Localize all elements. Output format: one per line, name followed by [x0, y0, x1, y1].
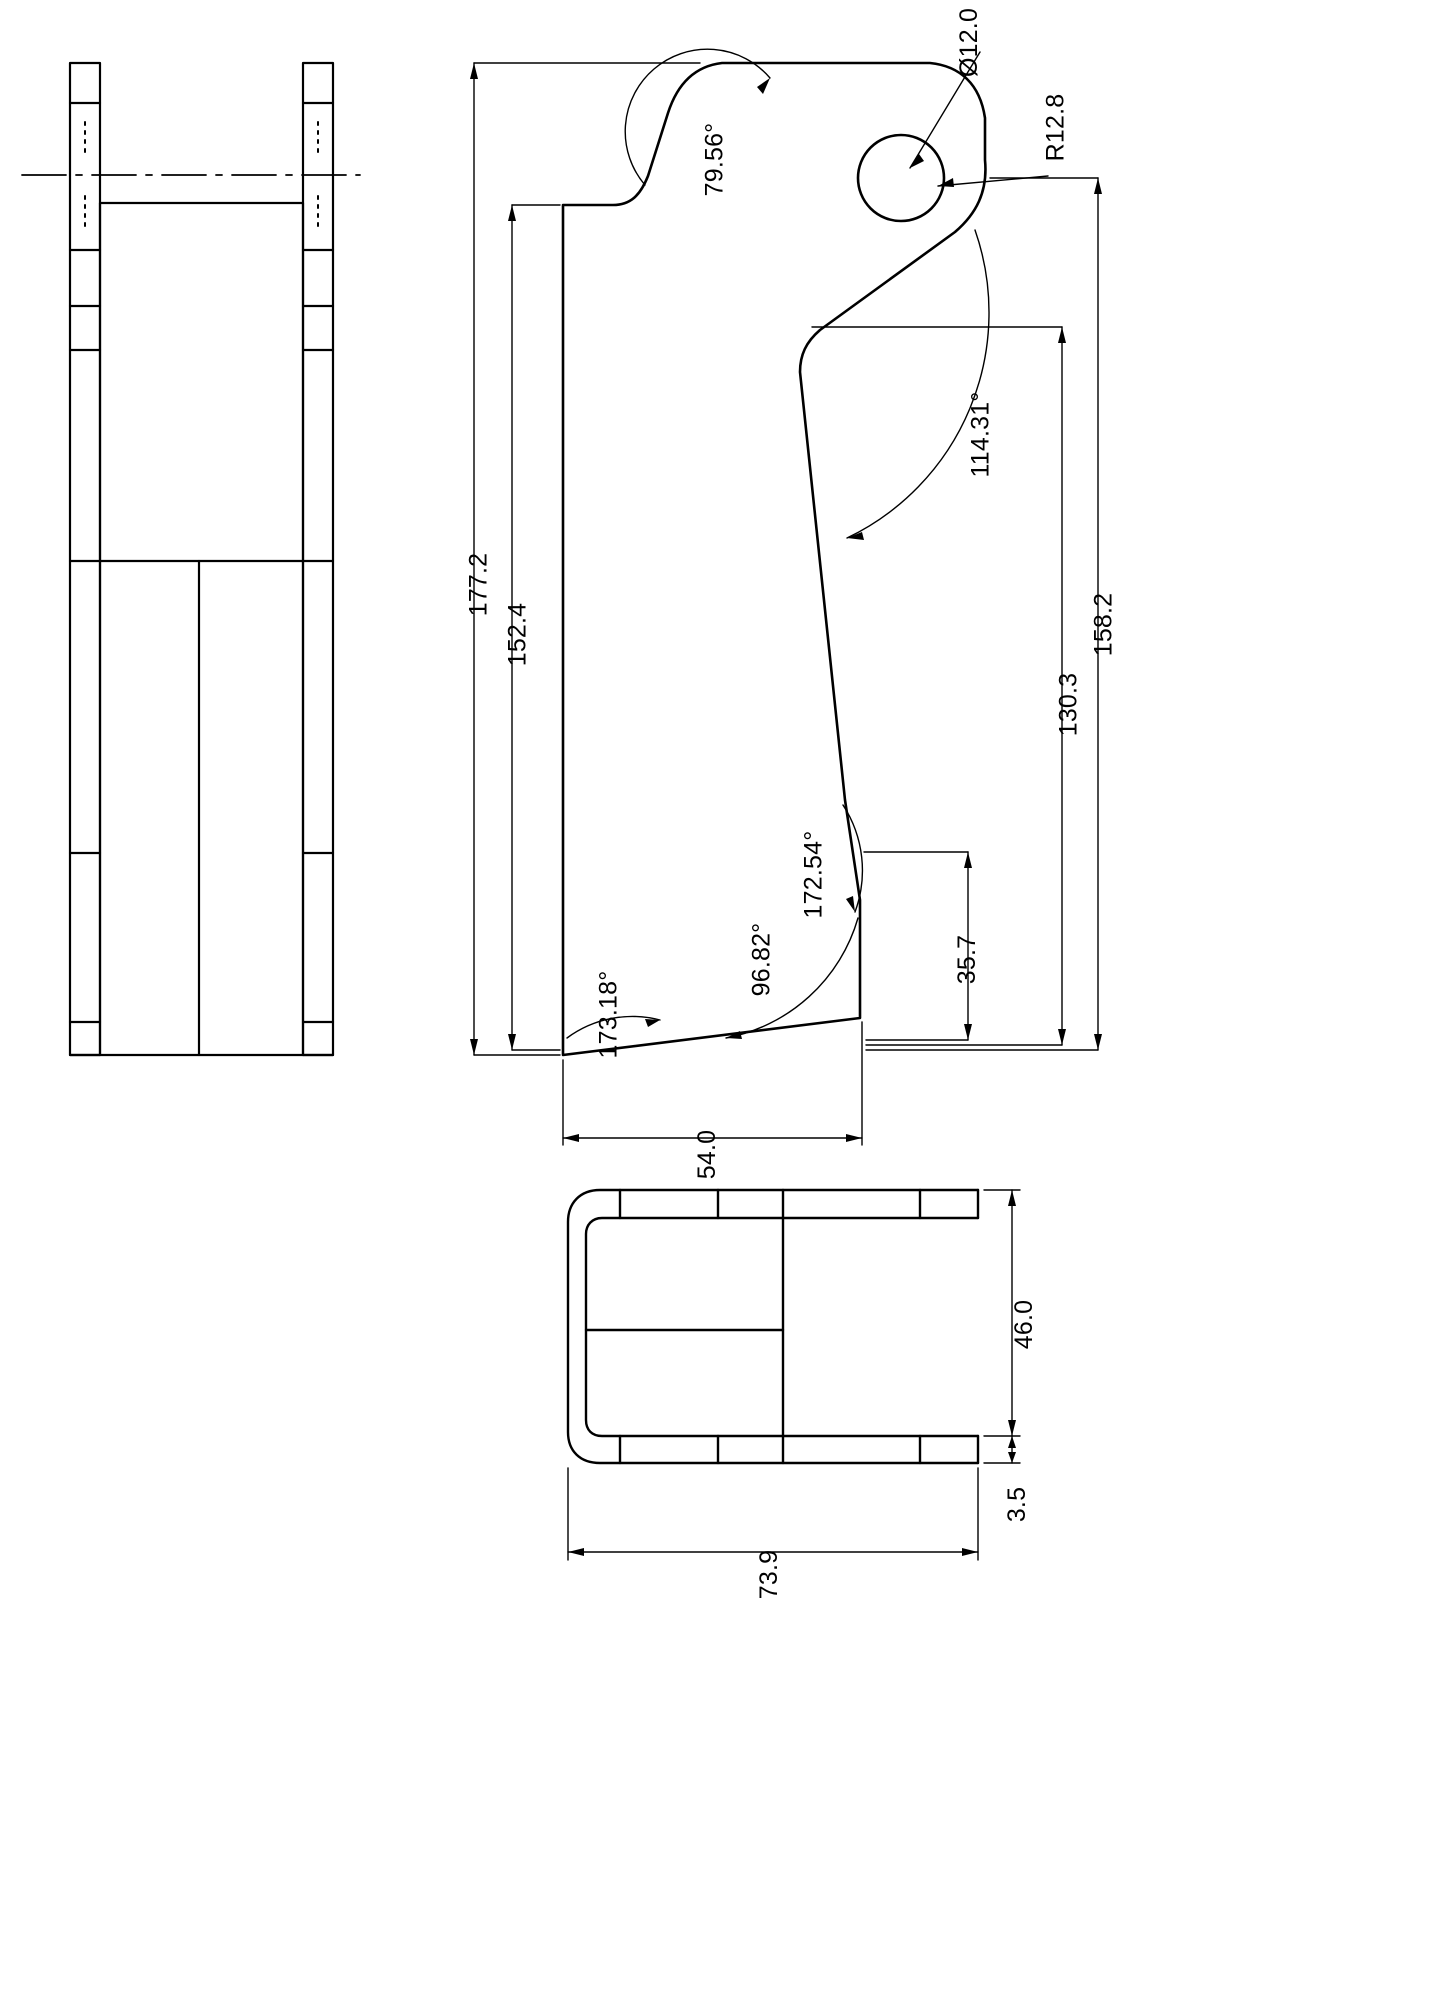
front-view-geometry	[563, 63, 985, 1055]
dim-side-height: 46.0	[1010, 1299, 1039, 1350]
side-view-dimensions	[568, 1190, 1020, 1560]
dim-height-foot: 35.7	[953, 934, 982, 985]
dim-angle-lower: 172.54°	[799, 830, 828, 919]
top-view-geometry	[22, 63, 360, 1055]
dim-angle-lower2: 96.82°	[747, 922, 776, 997]
dim-width-bottom: 54.0	[693, 1129, 722, 1180]
dim-height-mid: 130.3	[1054, 672, 1083, 737]
dim-angle-top: 79.56°	[700, 122, 729, 197]
dim-height-right: 158.2	[1089, 592, 1118, 657]
dim-side-width: 73.9	[755, 1549, 784, 1600]
side-view-geometry	[568, 1190, 978, 1463]
dim-height-overall: 177.2	[464, 552, 493, 617]
dim-height-body: 152.4	[503, 602, 532, 667]
dim-side-thickness: 3.5	[1003, 1486, 1032, 1523]
dim-angle-bottom: 173.18°	[594, 970, 623, 1059]
dim-angle-right: 114.31°	[966, 391, 995, 478]
front-view-dimensions	[470, 49, 1102, 1145]
dim-hole-diameter: Ø12.0	[955, 7, 984, 78]
dim-radius: R12.8	[1041, 93, 1070, 162]
